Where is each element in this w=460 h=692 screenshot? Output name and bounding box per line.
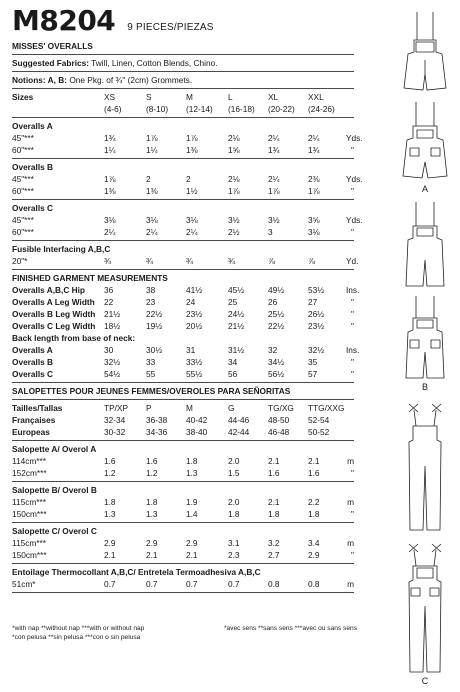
- row-unit: ": [351, 550, 354, 560]
- row-value: 1¾: [104, 133, 116, 143]
- row-value: 1.6: [146, 456, 158, 466]
- row-label: 150cm***: [12, 509, 47, 519]
- sizes-label: Sizes: [12, 92, 34, 102]
- row-value: 2⅜: [308, 174, 320, 184]
- row-value: 1.8: [186, 456, 198, 466]
- notions: [12, 74, 354, 86]
- row-value: 2.2: [308, 497, 320, 507]
- table-row: [12, 368, 354, 380]
- europeas-row: [12, 426, 354, 438]
- row-value: 3⅛: [186, 215, 198, 225]
- row-value: 24½: [228, 309, 245, 319]
- yardage-block: [12, 120, 363, 241]
- table-row: [12, 144, 354, 156]
- row-value: ⅞: [308, 256, 315, 266]
- row-unit: m: [347, 538, 354, 548]
- back-length-title: Back length from base of neck:: [12, 333, 136, 343]
- notions-label: Notions: A, B:: [12, 75, 67, 85]
- table-row: [12, 296, 354, 308]
- row-value: 32½: [308, 345, 325, 355]
- row-value: 0.7: [104, 579, 116, 589]
- row-value: 40-42: [186, 415, 208, 425]
- table-row: [12, 284, 360, 296]
- table-row: [12, 356, 354, 368]
- overalls-back-capri-sketch: [394, 200, 456, 292]
- row-value: 0.8: [308, 579, 320, 589]
- table-row: [12, 344, 360, 356]
- row-label: 115cm***: [12, 497, 46, 507]
- row-value: 53½: [308, 285, 325, 295]
- divider: [12, 71, 354, 72]
- size-range: (16-18): [228, 104, 255, 114]
- row-label: 60"***: [12, 186, 34, 196]
- divider: [12, 240, 354, 241]
- row-value: 32: [268, 345, 278, 355]
- view-title: Overalls B: [12, 162, 54, 172]
- row-value: 32½: [104, 357, 121, 367]
- row-value: 3.2: [268, 538, 280, 548]
- row-value: 1¼: [104, 145, 116, 155]
- interfacing-title: Fusible Interfacing A,B,C: [12, 244, 111, 254]
- salopette-title: Salopette B/ Overol B: [12, 485, 97, 495]
- view-label-b: B: [421, 382, 428, 392]
- row-value: 0.7: [146, 579, 158, 589]
- sizes-header-row: [12, 91, 354, 103]
- row-value: 23½: [186, 309, 203, 319]
- fabrics-text: Twill, Linen, Cotton Blends, Chino.: [91, 58, 218, 68]
- spanish-title: SALOPETTES POUR JEUNES FEMMES/OVEROLES PARA SEÑORITAS: [12, 386, 291, 396]
- row-value: 36-38: [146, 415, 168, 425]
- row-value: 22½: [268, 321, 285, 331]
- pattern-number: M8204: [12, 4, 116, 37]
- row-label: 152cm***: [12, 468, 47, 478]
- size-code: XXL: [308, 92, 324, 102]
- entoilage-title: Entoilage Thermocollant A,B,C/ Entretela Termoadhesiva A,B,C: [12, 567, 261, 577]
- table-row: [12, 467, 354, 479]
- row-value: 1.8: [104, 497, 116, 507]
- row-value: 50-52: [308, 427, 330, 437]
- row-value: 1.3: [146, 509, 158, 519]
- row-value: 1.5: [228, 468, 240, 478]
- divider: [12, 199, 354, 200]
- row-unit: ": [351, 309, 354, 319]
- row-value: 35: [308, 357, 318, 367]
- overalls-back-long-sketch: [394, 400, 456, 534]
- row-label: 114cm***: [12, 456, 46, 466]
- row-value: 1.8: [308, 509, 320, 519]
- row-value: 48-50: [268, 415, 290, 425]
- row-value: 1¾: [308, 145, 320, 155]
- sizes-range-row: [12, 103, 354, 115]
- row-value: TTG/XXG: [308, 403, 345, 413]
- row-value: 1.4: [186, 509, 198, 519]
- row-value: 1¼: [146, 145, 158, 155]
- row-value: 1.2: [146, 468, 158, 478]
- divider: [12, 158, 354, 159]
- row-value: 2¼: [268, 133, 280, 143]
- row-value: 0.7: [228, 579, 240, 589]
- row-value: 0.8: [268, 579, 280, 589]
- row-unit: ": [351, 468, 354, 478]
- overalls-a-sketch: [394, 100, 456, 192]
- row-value: ¾: [228, 256, 235, 266]
- row-unit: Ins.: [346, 345, 360, 355]
- finished-title: FINISHED GARMENT MEASUREMENTS: [12, 273, 168, 283]
- row-value: 22: [104, 297, 114, 307]
- row-value: 57: [308, 369, 318, 379]
- row-unit: m: [347, 497, 354, 507]
- row-value: 1⅞: [308, 186, 320, 196]
- row-value: 3½: [268, 215, 280, 225]
- row-label: Overalls B: [12, 357, 54, 367]
- row-value: 1.9: [186, 497, 198, 507]
- row-value: 22½: [146, 309, 163, 319]
- row-unit: m: [347, 579, 354, 589]
- row-unit: ": [351, 227, 354, 237]
- size-range: (8-10): [146, 104, 169, 114]
- row-value: 1.8: [228, 509, 240, 519]
- suggested-fabrics: [12, 57, 354, 69]
- row-value: 3⅛: [308, 227, 320, 237]
- salopette-title: Salopette C/ Overol C: [12, 526, 97, 536]
- row-label: Overalls A: [12, 345, 53, 355]
- size-range: (20-22): [268, 104, 295, 114]
- row-value: 0.7: [186, 579, 198, 589]
- divider: [12, 54, 354, 55]
- row-value: 23: [146, 297, 156, 307]
- overalls-b-sketch: [394, 294, 456, 382]
- row-value: 32-34: [104, 415, 126, 425]
- row-value: 1⅞: [146, 133, 158, 143]
- row-unit: ": [351, 321, 354, 331]
- row-value: 2⅛: [228, 174, 240, 184]
- row-value: 52-54: [308, 415, 330, 425]
- row-value: 1¾: [268, 145, 280, 155]
- divider: [12, 563, 354, 564]
- row-value: 3.1: [228, 538, 240, 548]
- row-value: 34: [228, 357, 238, 367]
- row-unit: Yds.: [346, 133, 363, 143]
- pieces-count: 9 PIECES/PIEZAS: [127, 22, 214, 33]
- row-unit: Yds.: [346, 174, 363, 184]
- row-value: 26: [268, 297, 278, 307]
- row-value: G: [228, 403, 235, 413]
- size-range: (24-26): [308, 104, 335, 114]
- finished-measurements-block: [12, 272, 360, 383]
- row-value: 2: [146, 174, 151, 184]
- table-row: [12, 214, 363, 226]
- row-label: 51cm*: [12, 579, 36, 589]
- row-value: 25: [228, 297, 238, 307]
- row-value: 1.2: [104, 468, 116, 478]
- row-value: 49½: [268, 285, 285, 295]
- row-value: 42-44: [228, 427, 250, 437]
- row-value: 31½: [228, 345, 245, 355]
- row-unit: Yds.: [346, 215, 363, 225]
- notions-text: One Pkg. of ¾" (2cm) Grommets.: [69, 75, 193, 85]
- row-label: Europeas: [12, 427, 50, 437]
- row-unit: ": [351, 509, 354, 519]
- row-value: ¾: [146, 256, 153, 266]
- row-value: 2¼: [308, 133, 320, 143]
- francaises-row: [12, 414, 354, 426]
- row-value: 55½: [186, 369, 203, 379]
- size-code: M: [186, 92, 193, 102]
- row-value: ⅞: [268, 256, 275, 266]
- row-label: Overalls A Leg Width: [12, 297, 95, 307]
- footnote-spanish: *con pelusa **sin pelusa ***con o sin pelusa: [12, 634, 141, 641]
- overalls-c-sketch: [394, 540, 456, 676]
- row-value: 2.7: [268, 550, 280, 560]
- row-value: 1.6: [308, 468, 320, 478]
- sizes-range-spacer: [12, 103, 104, 115]
- row-label: Overalls C Leg Width: [12, 321, 96, 331]
- sizes-block: [12, 91, 354, 118]
- table-row: [12, 226, 354, 238]
- row-label: Françaises: [12, 415, 56, 425]
- row-value: 3.4: [308, 538, 320, 548]
- row-value: 45½: [228, 285, 245, 295]
- size-code: S: [146, 92, 152, 102]
- row-unit: ": [351, 297, 354, 307]
- divider: [12, 592, 354, 593]
- table-row: [12, 320, 354, 332]
- view-label-a: A: [421, 184, 428, 194]
- row-value: 31: [186, 345, 196, 355]
- divider: [12, 522, 354, 523]
- row-label: Tailles/Tallas: [12, 403, 63, 413]
- row-value: 2.1: [268, 497, 280, 507]
- footnote-english: *with nap **without nap ***with or without nap: [12, 625, 145, 632]
- row-value: 2¼: [146, 227, 158, 237]
- table-row: [12, 173, 363, 185]
- row-value: 2.9: [308, 550, 320, 560]
- row-value: 1⅞: [104, 174, 116, 184]
- row-value: P: [146, 403, 152, 413]
- size-code: XL: [268, 92, 279, 102]
- row-value: 3½: [228, 215, 240, 225]
- row-label: 60"***: [12, 145, 34, 155]
- size-range: (4-6): [104, 104, 122, 114]
- row-value: 30-32: [104, 427, 126, 437]
- size-range: (12-14): [186, 104, 213, 114]
- row-value: 34½: [268, 357, 285, 367]
- row-value: 18½: [104, 321, 121, 331]
- row-value: 2: [186, 174, 191, 184]
- row-label: 20"*: [12, 256, 28, 266]
- interfacing-block: [12, 243, 359, 270]
- divider: [12, 117, 354, 118]
- table-row: [12, 308, 354, 320]
- row-value: 2.0: [228, 497, 240, 507]
- row-value: 55: [146, 369, 156, 379]
- row-value: 23½: [308, 321, 325, 331]
- row-value: 1.3: [186, 468, 198, 478]
- garment-sketches: [394, 8, 456, 688]
- view-title: Overalls C: [12, 203, 54, 213]
- row-unit: ": [351, 145, 354, 155]
- row-value: 2.9: [186, 538, 198, 548]
- row-value: 1⅜: [146, 186, 158, 196]
- divider: [12, 481, 354, 482]
- tailles-row: [12, 402, 354, 414]
- table-row: [12, 455, 354, 467]
- row-value: 1.8: [268, 509, 280, 519]
- divider: [12, 440, 354, 441]
- footnote-french: *avec sens **sans sens ***avec ou sans sens: [223, 625, 357, 632]
- table-row: [12, 578, 354, 590]
- size-code: XS: [104, 92, 116, 102]
- row-value: 46-48: [268, 427, 290, 437]
- table-row: [12, 549, 354, 561]
- row-value: 21½: [228, 321, 245, 331]
- row-value: ¾: [104, 256, 111, 266]
- row-value: 24: [186, 297, 196, 307]
- row-value: 38: [146, 285, 156, 295]
- row-value: 1.3: [104, 509, 116, 519]
- row-value: 21½: [104, 309, 121, 319]
- row-value: 26½: [308, 309, 325, 319]
- row-value: 3⅝: [308, 215, 320, 225]
- row-value: 2¼: [104, 227, 116, 237]
- row-value: 36: [104, 285, 114, 295]
- table-row: [12, 508, 354, 520]
- size-code: L: [228, 92, 233, 102]
- footnotes: [12, 624, 357, 642]
- row-value: 1⅝: [228, 145, 240, 155]
- row-label: 115cm***: [12, 538, 46, 548]
- row-value: 2.1: [186, 550, 198, 560]
- row-value: 2.3: [228, 550, 240, 560]
- row-value: 1⅜: [186, 145, 198, 155]
- yardage-chart: [12, 40, 363, 595]
- row-value: 30½: [146, 345, 163, 355]
- row-value: 2.0: [228, 456, 240, 466]
- spanish-block: [12, 385, 354, 593]
- row-value: 27: [308, 297, 318, 307]
- fabrics-label: Suggested Fabrics:: [12, 58, 89, 68]
- row-value: 19½: [146, 321, 163, 331]
- row-value: 41½: [186, 285, 203, 295]
- row-value: 2.1: [104, 550, 116, 560]
- row-value: M: [186, 403, 193, 413]
- row-value: 1⅞: [228, 186, 240, 196]
- row-value: 44-46: [228, 415, 250, 425]
- row-value: 54½: [104, 369, 121, 379]
- overalls-back-short-sketch: [394, 8, 456, 98]
- table-row: [12, 255, 359, 267]
- row-label: 150cm***: [12, 550, 47, 560]
- row-unit: ": [351, 357, 354, 367]
- row-value: 2½: [228, 227, 240, 237]
- row-value: 34-36: [146, 427, 168, 437]
- row-value: 56½: [268, 369, 285, 379]
- row-value: 1⅞: [186, 133, 198, 143]
- row-value: 3⅛: [146, 215, 158, 225]
- row-value: 25½: [268, 309, 285, 319]
- row-label: 45"***: [12, 174, 34, 184]
- row-unit: ": [351, 186, 354, 196]
- row-label: Overalls B Leg Width: [12, 309, 96, 319]
- row-value: 38-40: [186, 427, 208, 437]
- row-value: 3⅛: [104, 215, 116, 225]
- row-value: 2¼: [268, 174, 280, 184]
- row-unit: ": [351, 369, 354, 379]
- view-label-c: C: [421, 676, 429, 686]
- row-value: 2.1: [308, 456, 320, 466]
- row-value: 2.1: [268, 456, 280, 466]
- table-row: [12, 496, 354, 508]
- row-value: 1.6: [104, 456, 116, 466]
- row-unit: m: [347, 456, 354, 466]
- row-unit: Ins.: [346, 285, 360, 295]
- row-value: 33: [146, 357, 156, 367]
- table-row: [12, 185, 354, 197]
- row-value: 2.9: [146, 538, 158, 548]
- row-value: 2.1: [146, 550, 158, 560]
- divider: [12, 88, 354, 89]
- row-value: 1⅜: [104, 186, 116, 196]
- divider: [12, 269, 354, 270]
- row-value: TG/XG: [268, 403, 294, 413]
- row-unit: Yd.: [346, 256, 359, 266]
- garment-title: MISSES' OVERALLS: [12, 41, 93, 51]
- row-value: 1½: [186, 186, 198, 196]
- row-label: Overalls A,B,C Hip: [12, 285, 86, 295]
- divider: [12, 382, 354, 383]
- row-value: 20½: [186, 321, 203, 331]
- row-value: 30: [104, 345, 114, 355]
- row-value: 2⅛: [228, 133, 240, 143]
- pattern-header: [12, 4, 214, 37]
- row-value: 1.6: [268, 468, 280, 478]
- row-label: Overalls C: [12, 369, 54, 379]
- row-label: 45"***: [12, 215, 34, 225]
- salopette-title: Salopette A/ Overol A: [12, 444, 97, 454]
- row-value: 2¼: [186, 227, 198, 237]
- view-title: Overalls A: [12, 121, 53, 131]
- row-value: TP/XP: [104, 403, 128, 413]
- row-value: 2.9: [104, 538, 116, 548]
- row-value: 3: [268, 227, 273, 237]
- row-label: 60"***: [12, 227, 34, 237]
- table-row: [12, 132, 363, 144]
- table-row: [12, 537, 354, 549]
- row-value: 33½: [186, 357, 203, 367]
- row-value: 1.8: [146, 497, 158, 507]
- row-value: ¾: [186, 256, 193, 266]
- divider: [12, 399, 354, 400]
- row-value: 1⅞: [268, 186, 280, 196]
- row-value: 56: [228, 369, 238, 379]
- row-label: 45"***: [12, 133, 34, 143]
